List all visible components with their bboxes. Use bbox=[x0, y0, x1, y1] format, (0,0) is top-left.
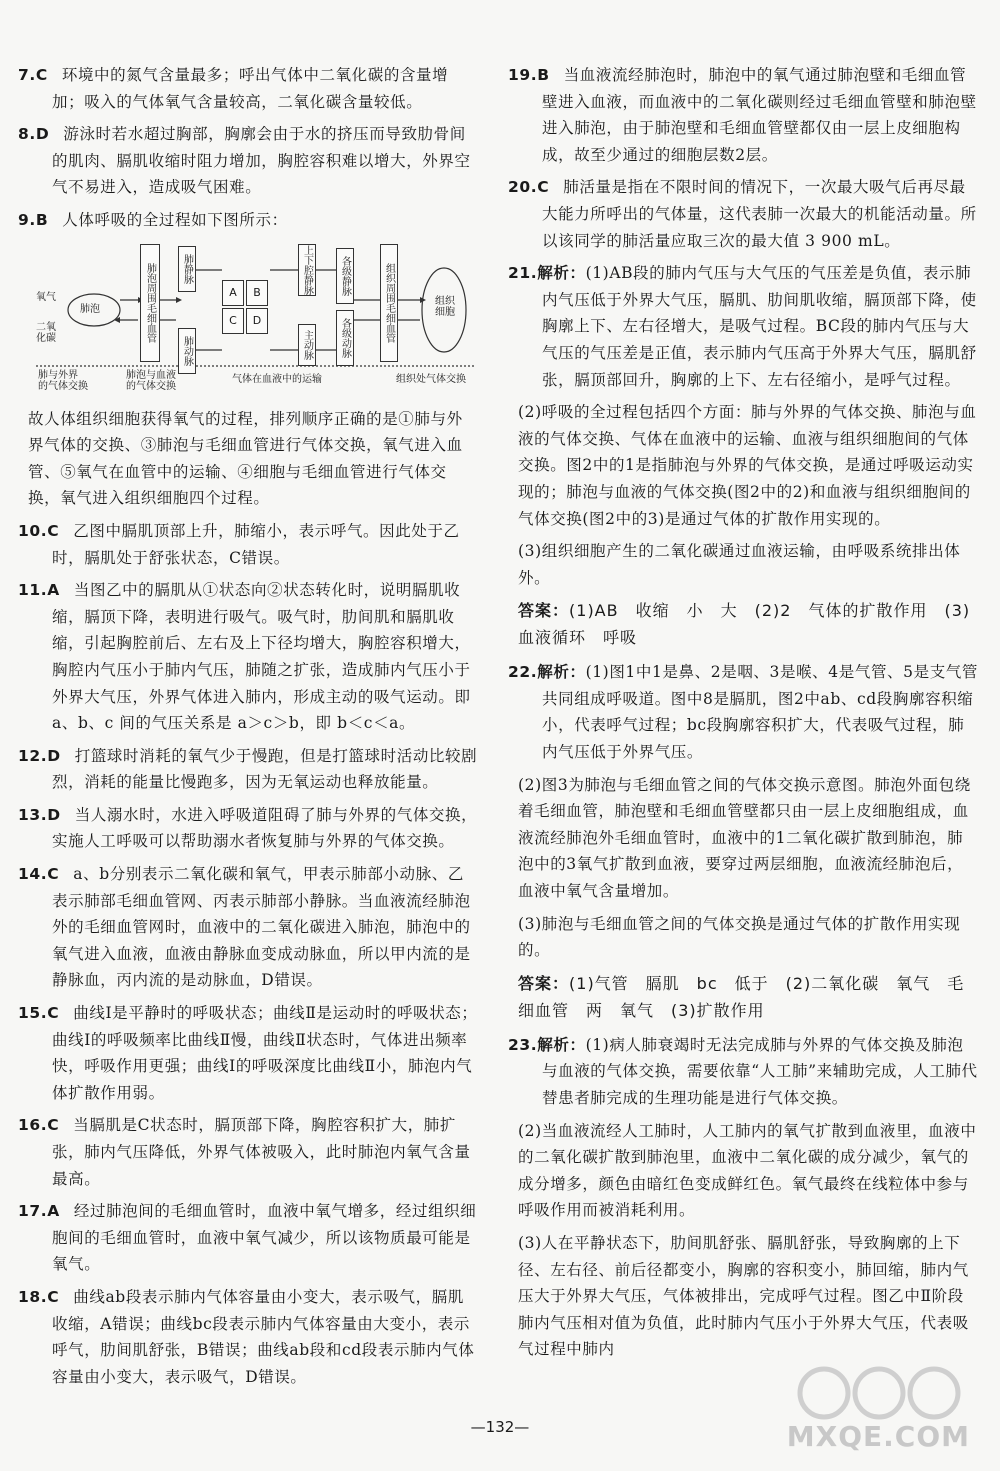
aorta-box: 主动脉 bbox=[298, 324, 316, 366]
item-text: 乙图中膈肌顶部上升，肺缩小，表示呼气。因此处于乙时，膈肌处于舒张状态，C错误。 bbox=[52, 521, 460, 567]
vena-cava-box: 上下腔静脉 bbox=[298, 244, 316, 296]
item-number: 13. bbox=[18, 805, 48, 824]
item-number: 21. bbox=[508, 264, 538, 283]
item-choice: A bbox=[47, 1202, 60, 1221]
item-text: 曲线Ⅰ是平静时的呼吸状态；曲线Ⅱ是运动时的呼吸状态；曲线Ⅰ的呼吸频率比曲线Ⅱ慢，曲线Ⅱ状态时，气体进出频率快，呼吸作用更强；曲线Ⅰ的呼吸深度比曲线Ⅱ小，肺泡内气体扩散作用弱。 bbox=[52, 1004, 478, 1102]
tissue-capillary-box: 组织周围毛细血管 bbox=[380, 244, 398, 362]
item-choice: B bbox=[35, 210, 49, 229]
analysis-label: 解析： bbox=[537, 663, 586, 682]
pulmonary-vein-box: 肺静脉 bbox=[178, 246, 196, 292]
analysis-label: 解析： bbox=[537, 264, 586, 283]
analysis-part-3: (3)人在平静状态下，肋间肌舒张、膈肌舒张，导致胸廓的上下径、左右径、前后径都变小，胸廓的容积变小，肺回缩，肺内气压大于外界大气压，气体被排出，完成呼气过程。图乙中Ⅱ阶段肺内气压相对值为负值，此时肺内气压小于外界大气压，代表吸气过程中肺内 bbox=[518, 1233, 969, 1359]
item-text: 游泳时若水超过胸部，胸廓会由于水的挤压而导致肋骨间的肌肉、膈肌收缩时阻力增加，胸腔容积难以增大，外界空气不易进入，造成吸气困难。 bbox=[52, 125, 471, 197]
alveolar-capillary-box: 肺泡周围毛细血管 bbox=[140, 244, 160, 362]
answer-item-17 bbox=[18, 1198, 478, 1278]
answer-item-22 bbox=[508, 659, 978, 765]
right-column bbox=[508, 62, 978, 1369]
answer-item-19 bbox=[508, 62, 978, 168]
tissue-cell-label: 组织细胞 bbox=[435, 295, 455, 318]
analysis-part-2: (2)当血液流经人工肺时，人工肺内的氧气扩散到血液里，血液中的二氧化碳扩散到肺泡里，血液中二氧化碳的成分减少，氧气的成分增多，颜色由暗红色变成鲜红色。氧气最终在线粒体中参与呼吸作用而被消耗利用。 bbox=[518, 1121, 977, 1220]
answer-text: (1)AB 收缩 小 大 (2)2 气体的扩散作用 (3)血液循环 呼吸 bbox=[518, 601, 971, 648]
caption-tissue-exchange: 组织处气体交换 bbox=[396, 373, 466, 385]
item-choice: D bbox=[47, 805, 61, 824]
item-choice: C bbox=[47, 1116, 60, 1135]
item-choice: C bbox=[47, 1004, 60, 1023]
item-text: 当图乙中的膈肌从①状态向②状态转化时，说明膈肌收缩，膈顶下降，表明进行吸气。吸气时，肋间肌和膈肌收缩，引起胸腔前后、左右及上下径均增大，胸腔容积增大，胸腔内气压小于肺内气压，肺随之扩张，造成肺内气压小于外界大气压，外界气体进入肺内，形成主动的吸气运动。即 a、b、c 间的气压关系是 a＞c＞b，即 b＜c＜a。 bbox=[52, 581, 471, 733]
item-choice: C bbox=[47, 521, 60, 540]
item-choice: C bbox=[35, 66, 48, 84]
respiration-process-diagram bbox=[36, 240, 476, 398]
answer-item-14 bbox=[18, 861, 478, 994]
item-text: 人体呼吸的全过程如下图所示： bbox=[62, 210, 288, 229]
answer-item-9 bbox=[18, 207, 478, 234]
analysis-label: 解析： bbox=[537, 1035, 586, 1054]
item-choice: C bbox=[47, 865, 60, 884]
answer-label: 答案： bbox=[518, 973, 570, 993]
analysis-part-2: (2)呼吸的全过程包括四个方面：肺与外界的气体交换、肺泡与血液的气体交换、气体在血液中的运输、血液与组织细胞间的气体交换。图2中的1是指肺泡与外界的气体交换，是通过呼吸运动实现的；肺泡与血液的气体交换(图2中的2)和血液与组织细胞间的气体交换(图2中的3)是通过气体的扩散作用实现的。 bbox=[518, 403, 977, 528]
item-text: 曲线ab段表示肺内气体容量由小变大，表示吸气，膈肌收缩，A错误；曲线bc段表示肺内气体容量由大变小，表示呼气，肋间肌舒张，B错误；曲线ab段和cd段表示肺内气体容量由小变大，表示吸气，D错误。 bbox=[52, 1287, 475, 1386]
answer-item-15 bbox=[18, 1000, 478, 1106]
item-choice: C bbox=[47, 1287, 60, 1306]
item-number: 18. bbox=[18, 1287, 48, 1306]
item-text: 当人溺水时，水进入呼吸道阻碍了肺与外界的气体交换，实施人工呼吸可以帮助溺水者恢复肺与外界的气体交换。 bbox=[52, 805, 478, 851]
item-number: 8. bbox=[18, 125, 36, 144]
item-text: 当膈肌是C状态时，膈顶部下降，胸腔容积扩大，肺扩张，肺内气压降低，外界气体被吸入，此时肺泡内氧气含量最高。 bbox=[52, 1116, 471, 1188]
chamber-a: A bbox=[222, 280, 244, 306]
item-number: 9. bbox=[18, 210, 36, 229]
answer-item-23 bbox=[508, 1032, 978, 1112]
answer-item-16 bbox=[18, 1112, 478, 1192]
analysis-part-3: (3)组织细胞产生的二氧化碳通过血液运输，由呼吸系统排出体外。 bbox=[518, 542, 961, 587]
answer-item-13 bbox=[18, 802, 478, 855]
item-number: 12. bbox=[18, 746, 48, 765]
item-number: 20. bbox=[508, 178, 538, 197]
chamber-c: C bbox=[222, 308, 244, 334]
item-text: 肺活量是指在不限时间的情况下，一次最大吸气后再尽最大能力所呼出的气体量，这代表肺一次最大的机能活动量。所以该同学的肺活量应取三次的最大值 3 900 mL。 bbox=[542, 178, 977, 250]
item-number: 17. bbox=[18, 1202, 48, 1221]
answer-item-18 bbox=[18, 1284, 478, 1390]
answer-item-21 bbox=[508, 260, 978, 393]
item-number: 16. bbox=[18, 1116, 48, 1135]
page-number: —132— bbox=[470, 1418, 530, 1436]
veins-box: 各级静脉 bbox=[336, 248, 354, 304]
analysis-part-1: (1)图1中1是鼻、2是咽、3是喉、4是气管、5是支气管共同组成呼吸道。图中8是膈肌，图2中ab、cd段胸廓容积缩小，代表呼气过程；bc段胸廓容积扩大，代表吸气过程，肺内气压低于外界气压。 bbox=[542, 663, 979, 762]
oxygen-label: 氧气 bbox=[36, 291, 56, 303]
analysis-part-1: (1)病人肺衰竭时无法完成肺与外界的气体交换及肺泡与血液的气体交换，需要依靠“人工肺”来辅助完成，人工肺代替患者肺完成的生理功能是进行气体交换。 bbox=[542, 1035, 978, 1107]
item-choice: D bbox=[47, 746, 61, 765]
answer-line-21 bbox=[508, 597, 978, 651]
chamber-d: D bbox=[246, 308, 268, 334]
item-number: 14. bbox=[18, 865, 48, 884]
analysis-part-2: (2)图3为肺泡与毛细血管之间的气体交换示意图。肺泡外面包绕着毛细血管，肺泡壁和毛细血管壁都只由一层上皮细胞组成，血液流经肺泡外毛细血管时，血液中的1二氧化碳扩散到肺泡，肺泡中的3氧气扩散到血液，要穿过两层细胞，血液流经肺泡后，血液中氧气含量增加。 bbox=[518, 775, 971, 901]
item-text: 打篮球时消耗的氧气少于慢跑，但是打篮球时活动比较剧烈，消耗的能量比慢跑多，因为无氧运动也释放能量。 bbox=[52, 746, 478, 792]
item-number: 15. bbox=[18, 1004, 48, 1023]
analysis-part-1: (1)AB段的肺内气压与大气压的气压差是负值，表示肺内气压低于外界大气压，膈肌、肋间肌收缩，膈顶部下降，使胸廓上下、左右径增大，是吸气过程。BC段的肺内气压与大气压的气压差是正值，表示肺内气压高于外界大气压，膈肌舒张，膈顶部回升，胸廓的上下、左右径缩小，是呼气过程。 bbox=[542, 264, 977, 389]
item-9-continuation: 故人体组织细胞获得氧气的过程，排列顺序正确的是①肺与外界气体的交换、③肺泡与毛细血管进行气体交换，氧气进入血管、⑤氧气在血管中的运输、④细胞与毛细血管进行气体交换，氧气进入组织细胞四个过程。 bbox=[28, 409, 463, 508]
caption-transport: 气体在血液中的运输 bbox=[232, 373, 322, 385]
item-choice: C bbox=[537, 178, 550, 197]
item-text: 当血液流经肺泡时，肺泡中的氧气通过肺泡壁和毛细血管壁进入血液，而血液中的二氧化碳则经过毛细血管壁和肺泡壁进入肺泡，由于肺泡壁和毛细血管壁都仅由一层上皮细胞构成，故至少通过的细胞层数2层。 bbox=[542, 66, 977, 164]
item-choice: B bbox=[537, 66, 550, 84]
left-column bbox=[18, 62, 478, 1396]
item-text: 经过肺泡间的毛细血管时，血液中氧气增多，经过组织细胞间的毛细血管时，血液中氧气减少，所以该物质最可能是氧气。 bbox=[52, 1202, 477, 1274]
answer-item-11 bbox=[18, 577, 478, 737]
watermark-text: MXQE.COM bbox=[786, 1420, 970, 1453]
item-text: a、b分别表示二氧化碳和氧气，甲表示肺部小动脉、乙表示肺部毛细血管网、丙表示肺部小静脉。当血液流经肺泡外的毛细血管网时，血液中的二氧化碳进入肺泡，肺泡中的氧气进入血液，血液由静脉血变成动脉血，所以甲内流的是静脉血，丙内流的是动脉血，D错误。 bbox=[52, 865, 471, 990]
answer-item-8 bbox=[18, 121, 478, 201]
caption-alveolar-exchange: 肺泡与血液 的气体交换 bbox=[126, 369, 176, 392]
answer-label: 答案： bbox=[518, 601, 570, 621]
arteries-box: 各级动脉 bbox=[336, 310, 354, 366]
alveoli-label: 肺泡 bbox=[80, 303, 100, 315]
analysis-part-3: (3)肺泡与毛细血管之间的气体交换是通过气体的扩散作用实现的。 bbox=[518, 914, 961, 960]
answer-item-12 bbox=[18, 743, 478, 796]
answer-item-10 bbox=[18, 518, 478, 571]
answer-text: (1)气管 膈肌 bc 低于 (2)二氧化碳 氧气 毛细血管 两 氧气 (3)扩散作用 bbox=[518, 973, 965, 1020]
caption-lung-exchange: 肺与外界 的气体交换 bbox=[38, 369, 88, 392]
pulmonary-artery-box: 肺动脉 bbox=[178, 328, 196, 374]
item-number: 19. bbox=[508, 66, 538, 84]
answer-line-22 bbox=[508, 970, 978, 1024]
item-number: 10. bbox=[18, 521, 48, 540]
item-text: 环境中的氮气含量最多；呼出气体中二氧化碳的含量增加；吸入的气体氧气含量较高，二氧化碳含量较低。 bbox=[52, 66, 449, 111]
item-number: 11. bbox=[18, 581, 48, 600]
item-number: 22. bbox=[508, 663, 538, 682]
item-number: 7. bbox=[18, 66, 36, 84]
item-number: 23. bbox=[508, 1035, 538, 1054]
answer-item-20 bbox=[508, 174, 978, 254]
co2-label: 二氧 化碳 bbox=[36, 321, 56, 344]
chamber-b: B bbox=[246, 280, 268, 306]
item-choice: D bbox=[35, 125, 50, 144]
answer-item-7 bbox=[18, 62, 478, 115]
item-choice: A bbox=[47, 581, 60, 600]
